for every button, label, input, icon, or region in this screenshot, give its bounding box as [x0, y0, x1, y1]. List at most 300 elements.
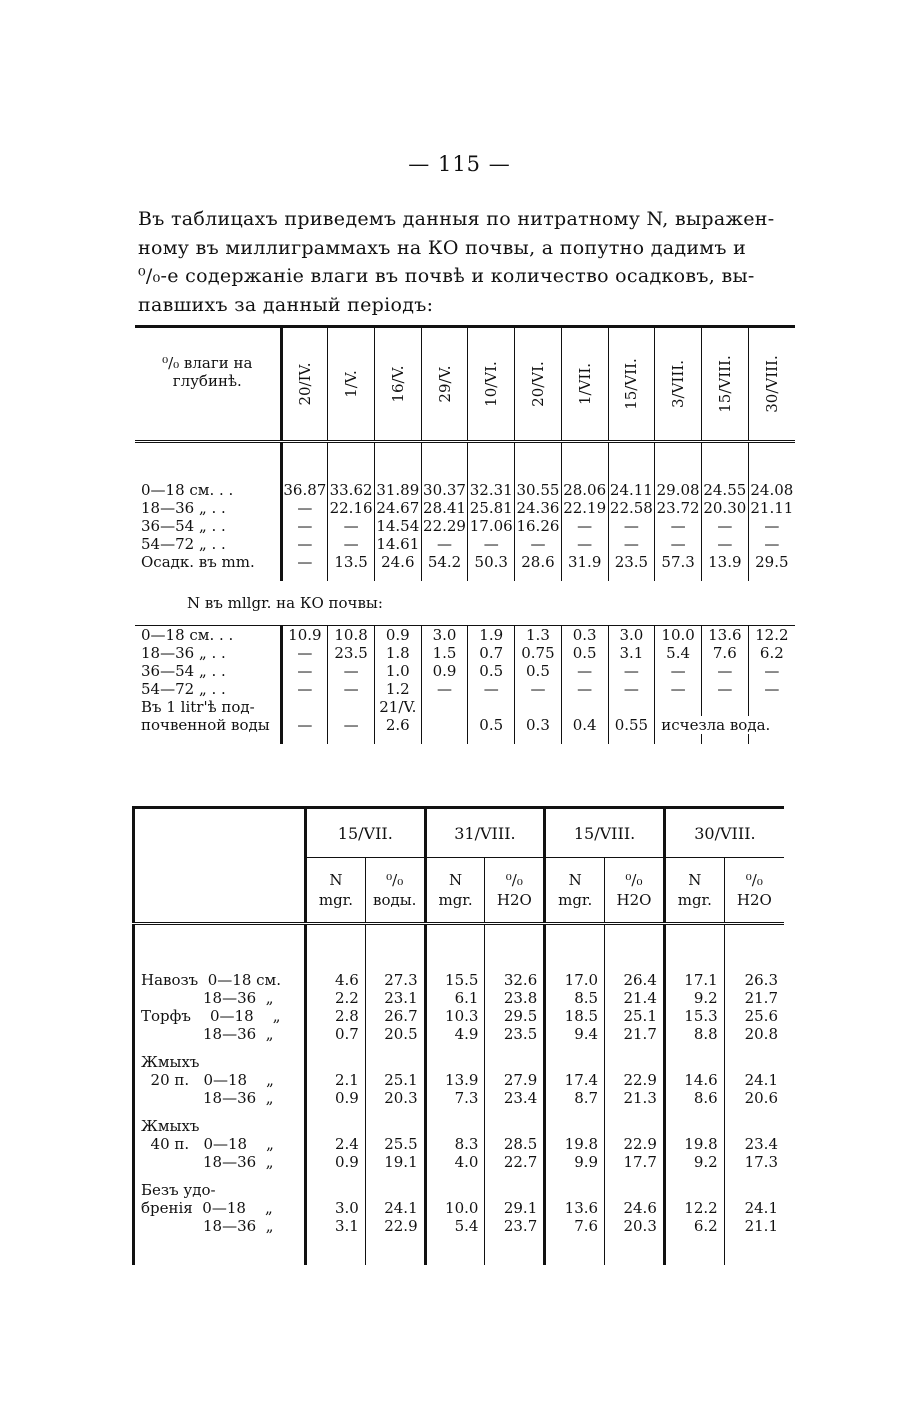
data-cell: — — [281, 662, 328, 680]
spacer-row — [134, 924, 785, 972]
data-cell: 9.2 — [664, 1153, 724, 1171]
spacer-cell — [421, 442, 468, 482]
table-row — [134, 1117, 785, 1135]
data-cell: 15.5 — [425, 971, 485, 989]
data-cell: 24.1 — [724, 1199, 784, 1217]
data-cell — [425, 1053, 485, 1071]
data-cell: 3.1 — [306, 1217, 366, 1235]
table-row — [134, 1071, 785, 1089]
date-header: 1/VII. — [561, 327, 608, 442]
data-cell: 0.9 — [306, 1089, 366, 1107]
table-row — [134, 1025, 785, 1043]
water-label: Въ 1 litr'ѣ под- — [135, 698, 281, 716]
data-cell — [425, 1117, 485, 1135]
data-cell: 13.9 — [701, 553, 748, 571]
spacer-cell — [748, 734, 795, 744]
date-header: 3/VIII. — [655, 327, 702, 442]
data-cell: 31.9 — [561, 553, 608, 571]
table-row — [134, 1181, 785, 1199]
spacer-cell — [748, 442, 795, 482]
table-row — [134, 1007, 785, 1025]
spacer-cell — [425, 1235, 485, 1265]
data-cell: 19.8 — [664, 1135, 724, 1153]
spacer-cell — [664, 1171, 724, 1181]
data-cell: 16.26 — [516, 517, 560, 535]
data-cell: 21.3 — [605, 1089, 665, 1107]
subheader-line: ⁰/₀ — [505, 871, 523, 889]
data-cell: 17.4 — [545, 1071, 605, 1089]
data-cell: 21.1 — [724, 1217, 784, 1235]
data-cell: 0.9 — [306, 1153, 366, 1171]
data-cell: 1.8 — [374, 644, 421, 662]
data-cell: 23.4 — [485, 1089, 545, 1107]
data-cell: 25.1 — [605, 1007, 665, 1025]
spacer-cell — [306, 1235, 366, 1265]
moisture-row — [135, 517, 795, 535]
data-cell: 20.3 — [605, 1217, 665, 1235]
date-group-header: 15/VIII. — [545, 808, 665, 858]
spacer-cell — [485, 1107, 545, 1117]
data-cell: 24.67 — [376, 499, 420, 517]
data-cell: 29.08 — [656, 481, 700, 499]
table-row — [134, 989, 785, 1007]
data-cell: — — [281, 535, 328, 553]
spacer-cell — [425, 1043, 485, 1053]
data-cell: 9.9 — [545, 1153, 605, 1171]
date-group-header: 15/VII. — [306, 808, 426, 858]
nitrate-row — [135, 662, 795, 680]
data-cell: 4.9 — [425, 1025, 485, 1043]
data-cell: — — [701, 680, 748, 698]
spacer-cell — [561, 442, 608, 482]
data-cell: 7.6 — [701, 644, 748, 662]
data-cell: 13.6 — [545, 1199, 605, 1217]
data-cell: — — [515, 680, 562, 698]
spacer-cell — [664, 1107, 724, 1117]
data-cell: — — [561, 535, 608, 553]
data-cell: 0.3 — [515, 716, 562, 734]
data-cell: 0.5 — [468, 716, 515, 734]
corner-line: глубинѣ. — [172, 372, 242, 390]
data-cell: 0.9 — [421, 662, 468, 680]
moisture-nitrate-table — [135, 325, 795, 744]
fertilizer-table — [132, 806, 784, 1265]
table-row — [134, 1135, 785, 1153]
spacer-cell — [545, 924, 605, 972]
spacer-cell — [561, 734, 608, 744]
data-cell: 20.8 — [724, 1025, 784, 1043]
data-cell: 8.3 — [425, 1135, 485, 1153]
data-cell: 9.4 — [545, 1025, 605, 1043]
spacer-cell — [485, 1235, 545, 1265]
data-cell: 9.2 — [664, 989, 724, 1007]
data-cell: — — [701, 517, 748, 535]
section-title: N въ mllgr. на КО почвы: — [187, 594, 383, 612]
data-cell: 12.2 — [748, 626, 795, 645]
spacer-cell — [365, 1235, 425, 1265]
spacer-cell — [605, 1107, 665, 1117]
data-cell — [306, 1053, 366, 1071]
data-cell — [545, 1117, 605, 1135]
spacer-cell — [701, 571, 748, 581]
nitrate-row — [135, 680, 795, 698]
data-cell: 23.1 — [365, 989, 425, 1007]
data-cell: 0.5 — [561, 644, 608, 662]
table-row — [134, 1153, 785, 1171]
data-cell — [306, 1181, 366, 1199]
data-cell: — — [748, 517, 795, 535]
data-cell: 22.7 — [485, 1153, 545, 1171]
subheader-line: mgr. — [318, 891, 353, 909]
column-subheader — [724, 858, 784, 924]
subheader-line: mgr. — [558, 891, 593, 909]
data-cell: 23.5 — [608, 553, 655, 571]
data-cell: 0.55 — [608, 716, 655, 734]
data-cell: 26.7 — [365, 1007, 425, 1025]
spacer-cell — [281, 442, 328, 482]
data-cell: 24.1 — [365, 1199, 425, 1217]
row-label: Жмыхъ — [141, 1053, 200, 1071]
data-cell: 26.4 — [605, 971, 665, 989]
spacer-cell — [365, 1171, 425, 1181]
spacer-cell — [608, 734, 655, 744]
spacer-cell — [724, 924, 784, 972]
spacer-cell — [748, 571, 795, 581]
data-cell: 24.1 — [724, 1071, 784, 1089]
data-cell: 24.55 — [703, 481, 747, 499]
data-cell: 3.1 — [608, 644, 655, 662]
spacer-cell — [515, 734, 562, 744]
data-cell — [468, 698, 515, 716]
data-cell: 8.8 — [664, 1025, 724, 1043]
row-label: 18—36 „ — [141, 1089, 274, 1107]
nitrate-row — [135, 626, 795, 645]
data-cell — [724, 1053, 784, 1071]
data-cell: 28.41 — [423, 499, 466, 517]
data-cell — [655, 698, 702, 716]
subheader-line: ⁰/₀ — [745, 871, 763, 889]
data-cell — [664, 1181, 724, 1199]
row-label: 0—18 см. . . — [135, 481, 281, 499]
data-cell: 10.9 — [281, 626, 328, 645]
data-cell: 5.4 — [425, 1217, 485, 1235]
data-cell: 21.11 — [748, 499, 795, 517]
spacer-cell — [425, 924, 485, 972]
subheader-line: воды. — [373, 891, 417, 909]
spacer-cell — [605, 1171, 665, 1181]
data-cell: — — [328, 535, 375, 553]
spacer-cell — [365, 1107, 425, 1117]
data-cell — [421, 698, 468, 716]
data-cell — [701, 698, 748, 716]
spacer-cell — [328, 734, 375, 744]
spacer-row — [134, 1171, 785, 1181]
row-label: Навозъ 0—18 см. — [141, 971, 281, 989]
data-cell: 6.2 — [748, 644, 795, 662]
data-cell: 54.2 — [421, 553, 468, 571]
row-label: 20 п. 0—18 „ — [141, 1071, 274, 1089]
spacer-cell — [655, 442, 702, 482]
data-cell: 13.9 — [425, 1071, 485, 1089]
data-cell: — — [608, 680, 655, 698]
data-cell: 0.75 — [515, 644, 562, 662]
table1-corner-header — [135, 327, 281, 442]
spacer-cell — [608, 442, 655, 482]
corner-line: ⁰/₀ влаги на — [162, 354, 253, 372]
data-cell: 57.3 — [655, 553, 702, 571]
spacer-cell — [281, 734, 328, 744]
data-cell: 31.89 — [376, 481, 420, 499]
spacer-cell — [468, 571, 515, 581]
data-cell: 14.54 — [376, 517, 420, 535]
date-header: 20/VI. — [515, 327, 562, 442]
spacer-cell — [515, 442, 562, 482]
data-cell: 24.36 — [516, 499, 560, 517]
data-cell: 17.3 — [724, 1153, 784, 1171]
data-cell: 2.8 — [306, 1007, 366, 1025]
spacer-cell — [724, 1107, 784, 1117]
data-cell: 13.5 — [328, 553, 375, 571]
spacer-cell — [724, 1235, 784, 1265]
data-cell: 12.2 — [664, 1199, 724, 1217]
data-cell: — — [281, 680, 328, 698]
spacer-row — [134, 1235, 785, 1265]
spacer-cell — [655, 734, 702, 744]
row-label: 18—36 „ — [141, 1153, 274, 1171]
data-cell: 17.7 — [605, 1153, 665, 1171]
data-cell: 4.6 — [306, 971, 366, 989]
spacer-row — [134, 1043, 785, 1053]
data-cell: 23.5 — [485, 1025, 545, 1043]
data-cell: 21.7 — [724, 989, 784, 1007]
data-cell: 50.3 — [468, 553, 515, 571]
spacer-cell — [664, 1043, 724, 1053]
data-cell — [365, 1181, 425, 1199]
subheader-line: H2O — [616, 891, 652, 909]
data-cell — [664, 1053, 724, 1071]
data-cell: 22.9 — [365, 1217, 425, 1235]
date-group-header: 30/VIII. — [664, 808, 784, 858]
data-cell: 23.5 — [328, 644, 375, 662]
data-cell: 28.6 — [515, 553, 562, 571]
data-cell: 3.0 — [421, 626, 468, 645]
data-cell: — — [655, 680, 702, 698]
subheader-line: mgr. — [438, 891, 473, 909]
data-cell: 22.58 — [609, 499, 653, 517]
data-cell: 28.5 — [485, 1135, 545, 1153]
date-header: 29/V. — [421, 327, 468, 442]
table-row — [134, 1217, 785, 1235]
spacer-cell — [135, 734, 281, 744]
data-cell: 2.2 — [306, 989, 366, 1007]
data-cell — [561, 698, 608, 716]
row-label: Торфъ 0—18 „ — [141, 1007, 281, 1025]
data-cell: 0.4 — [561, 716, 608, 734]
data-cell: 19.8 — [545, 1135, 605, 1153]
data-cell: 32.31 — [469, 481, 513, 499]
column-subheader — [545, 858, 605, 924]
spacer-cell — [701, 734, 748, 744]
data-cell: 1.3 — [515, 626, 562, 645]
data-cell — [608, 698, 655, 716]
spacer-cell — [421, 734, 468, 744]
column-subheader — [485, 858, 545, 924]
water-note: 21/V. — [374, 698, 421, 716]
subheader-line: H2O — [736, 891, 772, 909]
data-cell: — — [468, 535, 515, 553]
spacer-cell — [605, 1235, 665, 1265]
data-cell: 22.9 — [605, 1071, 665, 1089]
data-cell: — — [701, 662, 748, 680]
data-cell — [605, 1117, 665, 1135]
data-cell: 22.29 — [423, 517, 466, 535]
data-cell: — — [748, 662, 795, 680]
data-cell: 6.1 — [425, 989, 485, 1007]
data-cell: 8.6 — [664, 1089, 724, 1107]
spacer-cell — [485, 1043, 545, 1053]
spacer-cell — [421, 571, 468, 581]
spacer-cell — [134, 1043, 306, 1053]
spacer-cell — [545, 1171, 605, 1181]
data-cell: 22.9 — [605, 1135, 665, 1153]
row-label: Безъ удо- — [141, 1181, 216, 1199]
data-cell: 3.0 — [608, 626, 655, 645]
data-cell — [485, 1053, 545, 1071]
table-row — [134, 1199, 785, 1217]
column-subheader — [605, 858, 665, 924]
data-cell: 24.11 — [609, 481, 653, 499]
data-cell: 15.3 — [664, 1007, 724, 1025]
data-cell: 23.8 — [485, 989, 545, 1007]
date-header: 15/VII. — [608, 327, 655, 442]
spacer-cell — [374, 571, 421, 581]
column-subheader — [365, 858, 425, 924]
subheader-line: N — [448, 871, 463, 889]
data-cell: — — [281, 499, 328, 517]
data-cell: 7.6 — [545, 1217, 605, 1235]
data-cell: — — [328, 662, 375, 680]
column-subheader — [425, 858, 485, 924]
spacer-cell — [655, 571, 702, 581]
spacer-cell — [724, 1043, 784, 1053]
row-label: 18—36 „ — [141, 1025, 274, 1043]
data-cell: 2.4 — [306, 1135, 366, 1153]
spacer-cell — [605, 924, 665, 972]
subheader-line: N — [688, 871, 702, 889]
data-cell: — — [328, 517, 375, 535]
data-cell: 20.6 — [724, 1089, 784, 1107]
data-cell: 28.06 — [563, 481, 607, 499]
data-cell: 0.5 — [468, 662, 515, 680]
data-cell — [748, 698, 795, 716]
table2-corner — [134, 808, 306, 924]
data-cell: 14.6 — [664, 1071, 724, 1089]
data-cell: 14.61 — [376, 535, 420, 553]
spacer-cell — [134, 1107, 306, 1117]
date-header: 1/V. — [328, 327, 375, 442]
water-row — [135, 716, 795, 734]
spacer-row — [135, 734, 795, 744]
data-cell — [605, 1053, 665, 1071]
subheader-line: H2O — [496, 891, 532, 909]
date-header: 16/V. — [374, 327, 421, 442]
spacer-cell — [374, 442, 421, 482]
spacer-cell — [605, 1043, 665, 1053]
data-cell: 23.72 — [656, 499, 700, 517]
data-cell: — — [328, 716, 375, 734]
spacer-cell — [701, 442, 748, 482]
spacer-cell — [281, 571, 328, 581]
spacer-cell — [468, 734, 515, 744]
data-cell: 19.1 — [365, 1153, 425, 1171]
row-label: 18—36 „ — [141, 1217, 274, 1235]
intro-line: павшихъ за данный періодъ: — [138, 293, 434, 316]
data-cell: — — [608, 535, 655, 553]
data-cell: 2.6 — [374, 716, 421, 734]
row-label: 36—54 „ . . — [135, 662, 281, 680]
data-cell: 27.3 — [365, 971, 425, 989]
intro-line: ⁰/₀-е содержаніе влаги въ почвѣ и количество осадковъ, вы- — [138, 265, 755, 287]
row-label: 0—18 см. . . — [135, 626, 281, 645]
data-cell: 21.4 — [605, 989, 665, 1007]
spacer-row — [135, 442, 795, 482]
data-cell: 24.08 — [748, 481, 795, 499]
spacer-cell — [135, 571, 281, 581]
spacer-cell — [545, 1043, 605, 1053]
data-cell: 0.9 — [374, 626, 421, 645]
spacer-cell — [306, 1043, 366, 1053]
row-label: 40 п. 0—18 „ — [141, 1135, 274, 1153]
data-cell: 32.6 — [485, 971, 545, 989]
spacer-cell — [485, 924, 545, 972]
row-label: Осадк. въ mm. — [135, 553, 281, 571]
data-cell: 13.6 — [701, 626, 748, 645]
data-cell: — — [748, 680, 795, 698]
spacer-cell — [328, 571, 375, 581]
data-cell — [545, 1053, 605, 1071]
data-cell: — — [701, 535, 748, 553]
data-cell — [545, 1181, 605, 1199]
data-cell: 7.3 — [425, 1089, 485, 1107]
data-cell — [724, 1181, 784, 1199]
date-group-header: 31/VIII. — [425, 808, 545, 858]
data-cell: 29.5 — [748, 553, 795, 571]
row-label: 18—36 „ — [141, 989, 274, 1007]
data-cell: 30.37 — [423, 481, 466, 499]
data-cell: 22.19 — [563, 499, 607, 517]
water-label: почвенной воды — [135, 716, 281, 734]
intro-paragraph — [138, 205, 798, 319]
data-cell: 29.1 — [485, 1199, 545, 1217]
date-header: 10/VI. — [468, 327, 515, 442]
data-cell: 17.06 — [469, 517, 513, 535]
spacer-cell — [425, 1171, 485, 1181]
data-cell: 10.0 — [425, 1199, 485, 1217]
water-row — [135, 698, 795, 716]
data-cell — [421, 716, 468, 734]
data-cell: 2.1 — [306, 1071, 366, 1089]
spacer-row — [134, 1107, 785, 1117]
data-cell: 3.0 — [306, 1199, 366, 1217]
data-cell — [365, 1053, 425, 1071]
nitrate-row — [135, 644, 795, 662]
data-cell: — — [561, 517, 608, 535]
data-cell — [724, 1117, 784, 1135]
data-cell: 22.16 — [329, 499, 373, 517]
data-cell: — — [328, 680, 375, 698]
table-row — [134, 1053, 785, 1071]
spacer-cell — [561, 571, 608, 581]
